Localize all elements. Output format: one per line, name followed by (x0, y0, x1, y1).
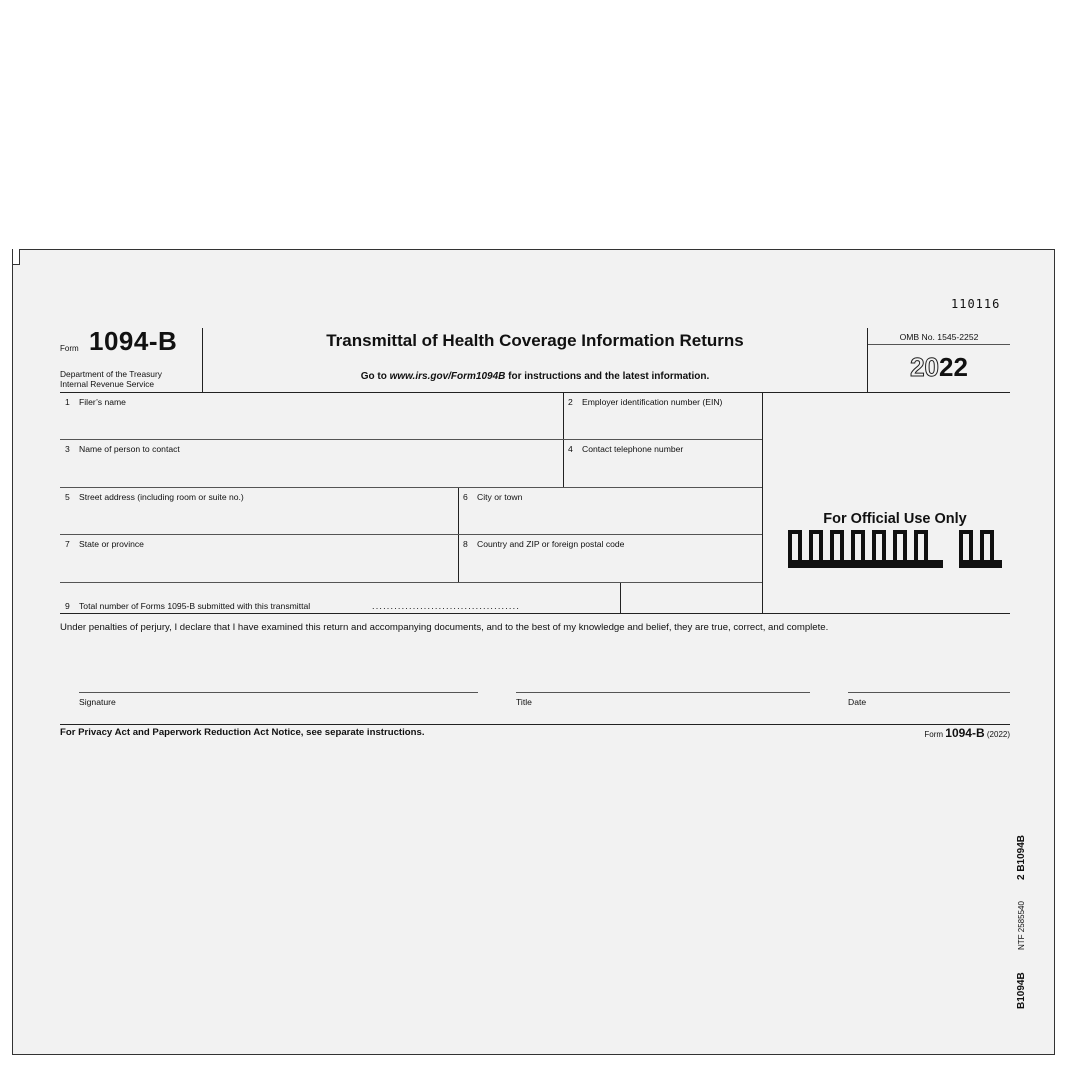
form-title: Transmittal of Health Coverage Information Returns (326, 331, 744, 350)
dept-line-1: Department of the Treasury (60, 369, 162, 379)
footer-form-number: 1094-B (945, 726, 985, 740)
total-forms-input[interactable] (623, 584, 760, 612)
tax-year-outline: 20 (910, 352, 939, 382)
contact-name-input[interactable] (62, 455, 560, 485)
goto-prefix: Go to (360, 371, 390, 382)
form-number: 1094-B (89, 326, 178, 356)
row-rule-2 (60, 487, 762, 488)
footer-form-word: Form (924, 730, 944, 739)
goto-suffix: for instructions and the latest information. (505, 371, 710, 382)
signature-label: Signature (79, 697, 116, 707)
ocr-bar-left (788, 560, 943, 568)
tax-year (868, 352, 1010, 383)
field-5-label: 5 Street address (including room or suite no.) (65, 492, 244, 502)
omb-divider (868, 344, 1010, 345)
tax-year-solid: 22 (939, 352, 968, 382)
country-zip-input[interactable] (461, 550, 760, 580)
official-use-label: For Official Use Only (823, 511, 967, 527)
side-code-c: B1094B (1016, 972, 1027, 1009)
footer-form-year: (2022) (986, 730, 1010, 739)
corner-mark (12, 249, 20, 265)
field-1-label: 1 Filer’s name (65, 397, 126, 407)
signature-line[interactable] (79, 692, 478, 693)
city-input[interactable] (461, 503, 760, 532)
dept-line-2: Internal Revenue Service (60, 379, 155, 389)
goto-url[interactable]: www.irs.gov/Form1094B (389, 371, 506, 382)
title-line[interactable] (516, 692, 810, 693)
filer-name-input[interactable] (62, 408, 560, 437)
footer-rule (60, 724, 1010, 725)
field-9-label: 9 Total number of Forms 1095-B submitted with this transmittal (65, 601, 311, 611)
row-rule-3 (60, 534, 762, 535)
side-code-a: 2 B1094B (1016, 834, 1027, 880)
date-line[interactable] (848, 692, 1010, 693)
footer-form-id (890, 726, 1010, 740)
row-rule-4 (60, 582, 762, 583)
ein-input[interactable] (566, 408, 760, 437)
contact-phone-input[interactable] (566, 455, 760, 485)
field-6-label: 6 City or town (463, 492, 523, 502)
privacy-notice: For Privacy Act and Paperwork Reduction Act Notice, see separate instructions. (60, 727, 425, 738)
field-8-label: 8 Country and ZIP or foreign postal code (463, 539, 625, 549)
department (60, 369, 162, 389)
omb-number: OMB No. 1545-2252 (899, 332, 979, 342)
official-use-divider (762, 392, 763, 613)
leader-dots: ........................................ (372, 601, 521, 611)
field-3-label: 3 Name of person to contact (65, 444, 180, 454)
header-bottom-rule (60, 392, 1010, 393)
title-label: Title (516, 697, 532, 707)
side-code-b: NTF 2585540 (1017, 901, 1026, 950)
field-2-label: 2 Employer identification number (EIN) (568, 397, 723, 407)
goto-instructions (203, 371, 867, 382)
street-address-input[interactable] (62, 503, 456, 532)
form-id-code: 110116 (951, 297, 1001, 311)
section-bottom-rule (60, 613, 1010, 614)
ocr-bar-right (959, 560, 1002, 568)
date-label: Date (848, 697, 867, 707)
row-rule-1 (60, 439, 762, 440)
form-word: Form (60, 344, 79, 353)
field-4-label: 4 Contact telephone number (568, 444, 684, 454)
penalty-statement: Under penalties of perjury, I declare that I have examined this return and accompanying documents, and to the best of my knowledge and belief, they are true, correct, and complete. (60, 622, 829, 633)
line9-box-divider (620, 582, 621, 613)
state-input[interactable] (62, 550, 456, 580)
field-7-label: 7 State or province (65, 539, 144, 549)
